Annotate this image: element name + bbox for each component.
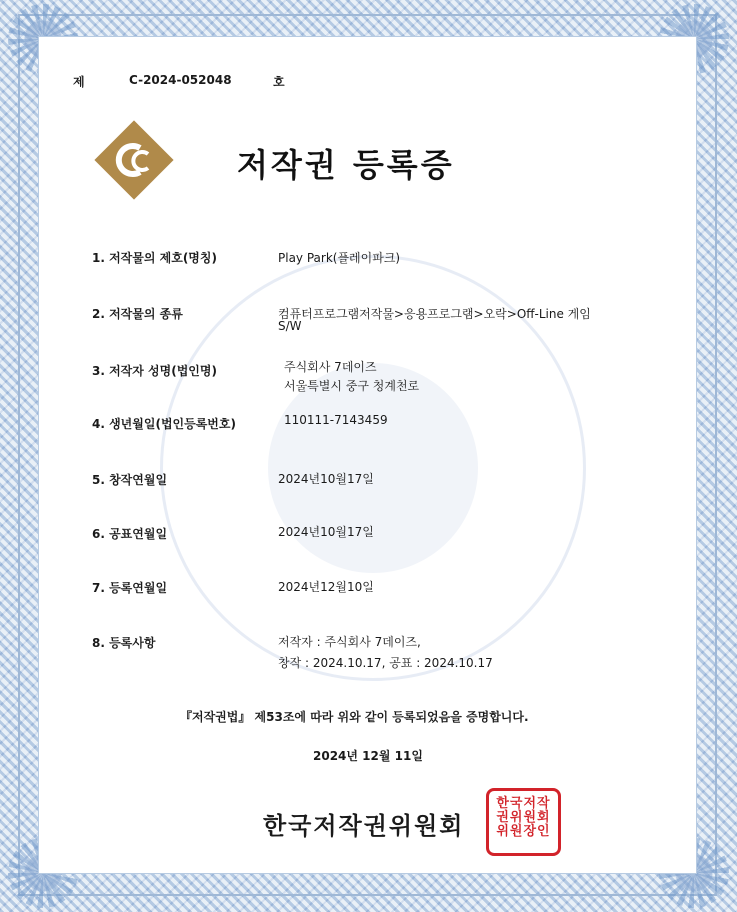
seal-text: 위원장인 [496,824,551,839]
field-value-address: 서울특별시 중구 청계천로 [284,379,420,393]
official-seal-stamp [486,788,561,856]
issuer-name: 한국저작권위원회 [263,812,465,840]
field-value-title: Play Park(플레이파크) [278,251,401,265]
field-label-registration-details: 8. 등록사항 [92,636,156,650]
field-label-registration-date: 7. 등록연월일 [92,581,168,595]
seal-text: 권위원회 [496,810,551,825]
certificate-number: C-2024-052048 [129,73,232,87]
field-label-publication-date: 6. 공표연월일 [92,527,168,541]
field-label-regno: 4. 생년월일(법인등록번호) [92,417,236,431]
field-value-regno: 110111-7143459 [284,413,388,427]
field-value-registration-details: 저작자 : 주식회사 7데이즈, [278,635,421,649]
copyright-logo-icon [92,118,176,202]
number-suffix: 호 [273,75,285,89]
field-value-type: 컴퓨터프로그램저작물>응용프로그램>오락>Off-Line 게임 [278,307,591,321]
field-label-type: 2. 저작물의 종류 [92,307,183,321]
field-value-author: 주식회사 7데이즈 [284,360,377,374]
field-value-publication-date: 2024년10월17일 [278,525,374,539]
field-value-registration-details-2: 창작 : 2024.10.17, 공표 : 2024.10.17 [278,656,493,670]
field-label-author: 3. 저작자 성명(법인명) [92,364,217,378]
number-prefix: 제 [73,75,85,89]
field-value-creation-date: 2024년10월17일 [278,472,374,486]
field-label-creation-date: 5. 창작연월일 [92,473,168,487]
certificate-title: 저작권 등록증 [237,146,455,184]
issue-date: 2024년 12월 11일 [313,749,423,763]
field-label-title: 1. 저작물의 제호(명칭) [92,251,217,265]
seal-text: 한국저작 [496,796,551,811]
certification-statement: 『저작권법』 제53조에 따라 위와 같이 등록되었음을 증명합니다. [180,710,529,724]
field-value-registration-date: 2024년12월10일 [278,580,374,594]
field-value-type-2: S/W [278,319,302,333]
